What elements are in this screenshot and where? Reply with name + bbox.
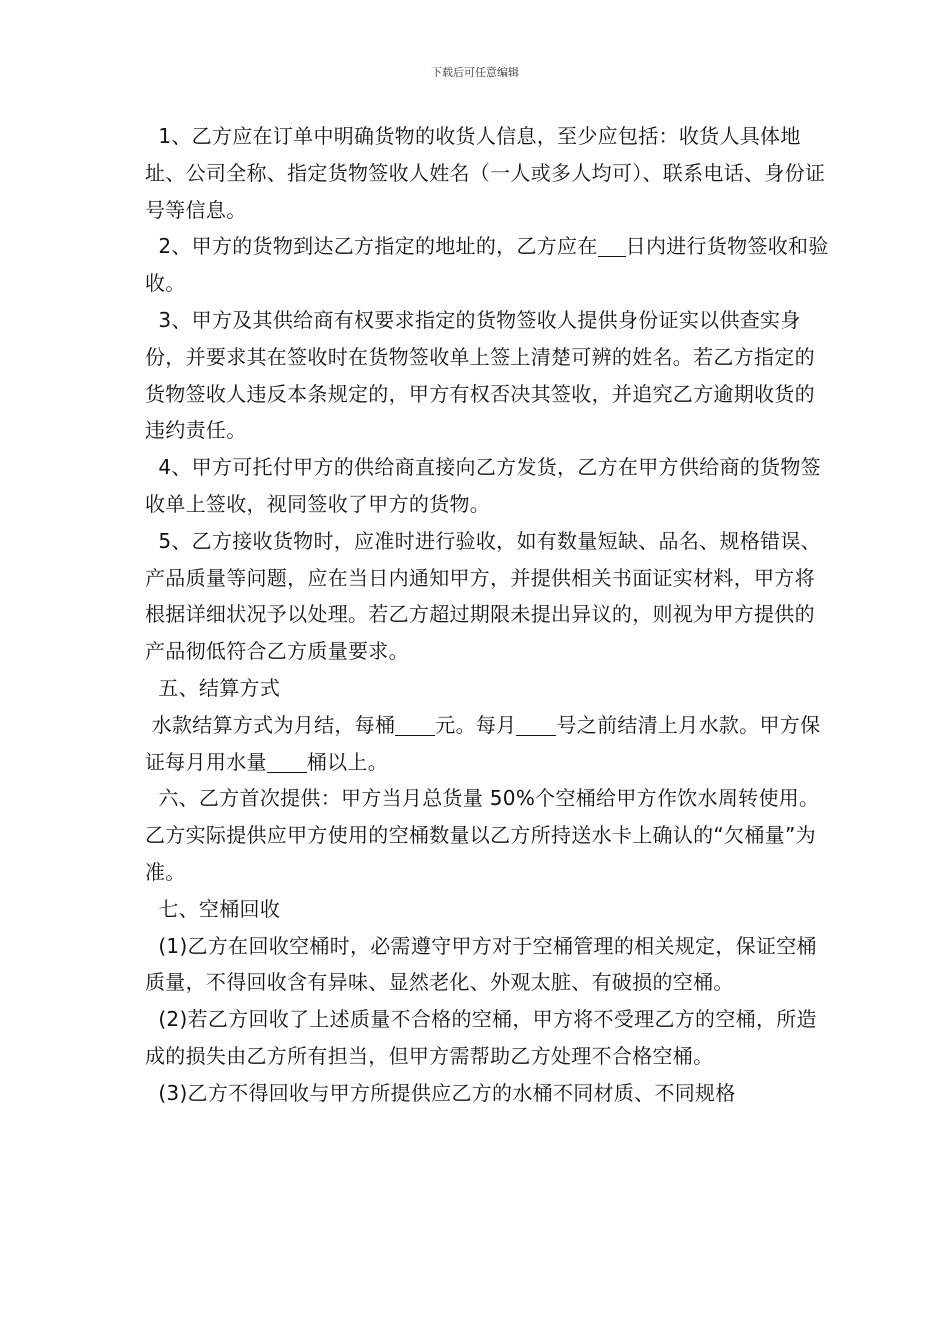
section-heading-bucket-recycling: 七、空桶回收 bbox=[158, 896, 281, 921]
paragraph-identity-check: 3、甲方及其供给商有权要求指定的货物签收人提供身份证实以供查实身份，并要求其在签收时在货物签收单上签上清楚可辨的姓名。若乙方指定的货物签收人违反本条规定的，甲方有权否决其签收，并追究乙方逾期收货的违约责任。 bbox=[145, 307, 815, 443]
paragraph-goods-arrival: 2、甲方的货物到达乙方指定的地址的，乙方应在 日内进行货物签收和验收。 bbox=[145, 234, 829, 296]
document-body bbox=[145, 118, 835, 1112]
paragraph-recycling-item-2: (2)若乙方回收了上述质量不合格的空桶，甲方将不受理乙方的空桶，所造成的损失由乙方所有担当，但甲方需帮助乙方处理不合格空桶。 bbox=[145, 1007, 817, 1068]
paragraph-settlement-terms: 水款结算方式为月结，每桶 元。每月 号之前结清上月水款。甲方保证每月用水量 桶以上。 bbox=[145, 712, 821, 774]
fill-blank-bucket-count bbox=[267, 750, 307, 773]
paragraph-recycling-item-3: (3)乙方不得回收与甲方所提供应乙方的水桶不同材质、不同规格 bbox=[158, 1080, 736, 1105]
paragraph-supplier-delivery: 4、甲方可托付甲方的供给商直接向乙方发货，乙方在甲方供给商的货物签收单上签收，视同签收了甲方的货物。 bbox=[145, 455, 821, 516]
section-heading-settlement: 五、结算方式 bbox=[158, 675, 281, 700]
fill-blank-price bbox=[395, 713, 435, 736]
fill-blank-day-of-month bbox=[516, 713, 556, 736]
paragraph-receiver-info: 1、乙方应在订单中明确货物的收货人信息，至少应包括：收货人具体地址、公司全称、指定货物签收人姓名（一人或多人均可）、联系电话、身份证号等信息。 bbox=[145, 124, 826, 222]
paragraph-recycling-item-1: (1)乙方在回收空桶时，必需遵守甲方对于空桶管理的相关规定，保证空桶质量，不得回收含有异味、显然老化、外观太脏、有破损的空桶。 bbox=[145, 933, 817, 995]
section-heading-first-supply: 六、乙方首次提供：甲方当月总货量 50%个空桶给甲方作饮水周转使用。乙方实际提供应甲方使用的空桶数量以乙方所持送水卡上确认的“欠桶量”为准。 bbox=[145, 786, 820, 884]
paragraph-inspection: 5、乙方接收货物时，应准时进行验收，如有数量短缺、品名、规格错误、产品质量等问题，应在当日内通知甲方，并提供相关书面证实材料，甲方将根据详细状况予以处理。若乙方超过期限未提出异议的，则视为甲方提供的产品彻低符合乙方质量要求。 bbox=[145, 528, 821, 664]
fill-blank-days bbox=[598, 234, 626, 257]
page-header: 下载后可任意编辑 bbox=[431, 66, 519, 79]
